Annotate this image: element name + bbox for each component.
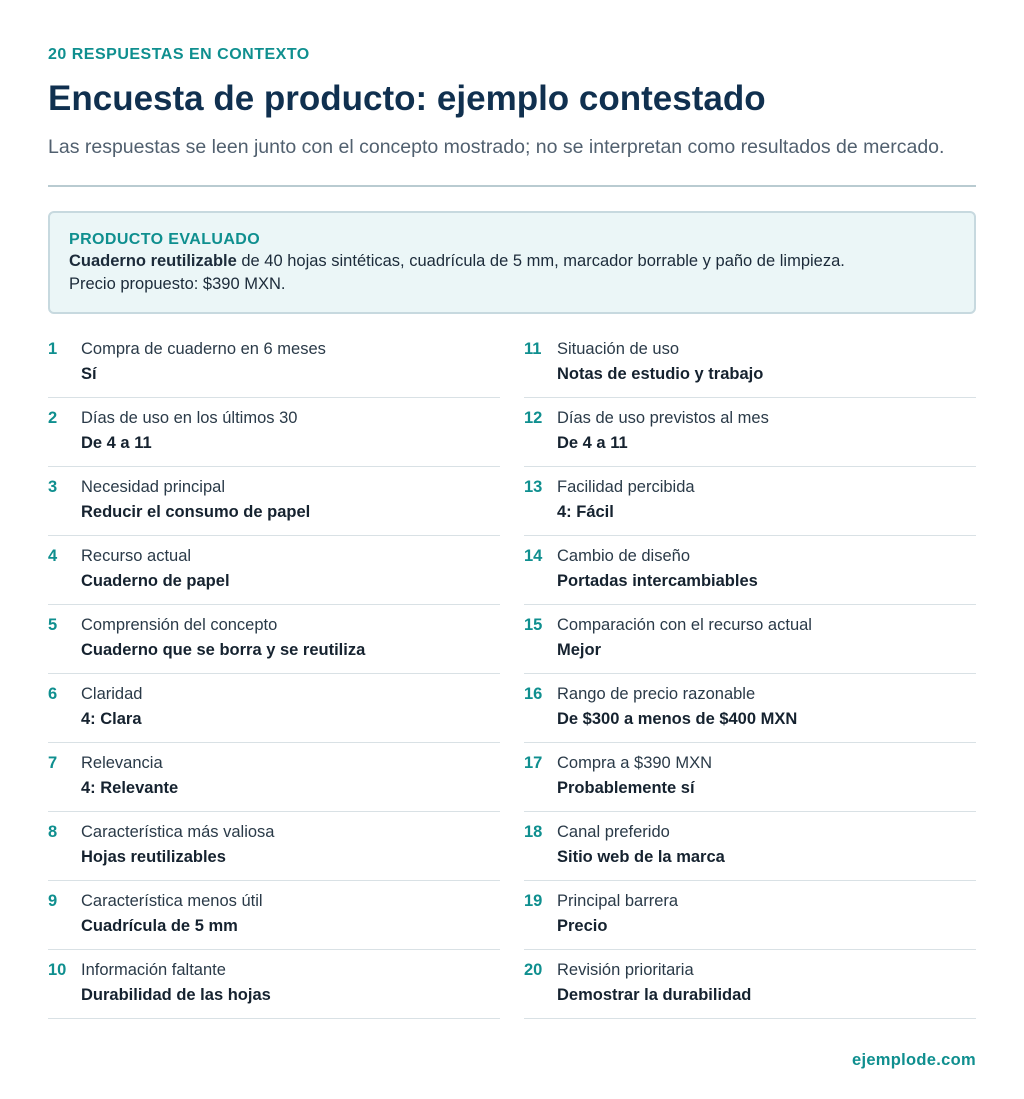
response-answer: Mejor	[557, 641, 602, 659]
response-question: Comparación con el recurso actual	[557, 616, 812, 634]
page-subtitle: Las respuestas se leen junto con el concepto mostrado; no se interpretan como resultados de mercado.	[48, 136, 945, 158]
response-answer: Cuadrícula de 5 mm	[81, 917, 238, 935]
response-row	[524, 329, 976, 398]
response-question: Información faltante	[81, 961, 226, 979]
page-title: Encuesta de producto: ejemplo contestado	[48, 79, 766, 118]
response-row	[524, 467, 976, 536]
response-answer: 4: Relevante	[81, 779, 179, 797]
response-number: 11	[524, 340, 542, 358]
response-row	[48, 398, 500, 467]
response-answer: Sitio web de la marca	[557, 848, 725, 866]
response-number: 20	[524, 961, 543, 979]
response-question: Relevancia	[81, 754, 163, 772]
response-number: 19	[524, 892, 543, 910]
response-answer: Sí	[81, 365, 97, 383]
product-description	[69, 250, 955, 273]
response-answer: Hojas reutilizables	[81, 848, 226, 866]
response-row	[524, 674, 976, 743]
response-number: 1	[48, 340, 58, 358]
response-row	[524, 605, 976, 674]
product-box	[48, 211, 976, 314]
product-price: Precio propuesto: $390 MXN.	[69, 275, 286, 293]
responses-left-column	[48, 329, 500, 1019]
response-answer: 4: Clara	[81, 710, 142, 728]
response-question: Situación de uso	[557, 340, 680, 358]
response-answer: Cuaderno que se borra y se reutiliza	[81, 641, 366, 659]
response-question: Días de uso en los últimos 30	[81, 409, 298, 427]
product-details: de 40 hojas sintéticas, cuadrícula de 5 mm, marcador borrable y paño de limpieza.	[236, 252, 845, 270]
response-row	[48, 881, 500, 950]
response-number: 6	[48, 685, 58, 703]
header-divider	[48, 185, 976, 187]
response-row	[48, 467, 500, 536]
response-question: Rango de precio razonable	[557, 685, 756, 703]
footer-site: ejemplode.com	[851, 1051, 976, 1069]
response-question: Cambio de diseño	[557, 547, 690, 565]
response-row	[524, 950, 976, 1019]
response-row	[48, 743, 500, 812]
response-answer: Cuaderno de papel	[81, 572, 230, 590]
response-row	[524, 881, 976, 950]
response-question: Claridad	[81, 685, 143, 703]
response-number: 13	[524, 478, 543, 496]
response-answer: Demostrar la durabilidad	[557, 986, 752, 1004]
response-row	[524, 398, 976, 467]
response-question: Necesidad principal	[81, 478, 225, 496]
response-question: Días de uso previstos al mes	[557, 409, 769, 427]
response-row	[48, 536, 500, 605]
response-row	[48, 329, 500, 398]
product-name: Cuaderno reutilizable	[69, 252, 237, 270]
response-answer: Probablemente sí	[557, 779, 695, 797]
response-row	[524, 812, 976, 881]
response-answer: Notas de estudio y trabajo	[557, 365, 764, 383]
response-row	[48, 674, 500, 743]
response-question: Compra de cuaderno en 6 meses	[81, 340, 326, 358]
response-number: 15	[524, 616, 543, 634]
response-question: Comprensión del concepto	[81, 616, 278, 634]
response-number: 12	[524, 409, 543, 427]
response-number: 18	[524, 823, 543, 841]
response-question: Revisión prioritaria	[557, 961, 694, 979]
response-number: 10	[48, 961, 67, 979]
response-question: Característica menos útil	[81, 892, 263, 910]
response-question: Recurso actual	[81, 547, 192, 565]
response-answer: De 4 a 11	[557, 434, 628, 452]
response-question: Facilidad percibida	[557, 478, 695, 496]
responses-right-column	[524, 329, 976, 1019]
response-number: 9	[48, 892, 58, 910]
response-row	[524, 743, 976, 812]
product-heading: PRODUCTO EVALUADO	[69, 231, 261, 248]
response-number: 2	[48, 409, 58, 427]
response-row	[48, 812, 500, 881]
response-answer: Durabilidad de las hojas	[81, 986, 271, 1004]
response-question: Principal barrera	[557, 892, 679, 910]
response-row	[48, 605, 500, 674]
response-question: Canal preferido	[557, 823, 670, 841]
response-number: 4	[48, 547, 58, 565]
response-number: 7	[48, 754, 58, 772]
response-row	[48, 950, 500, 1019]
response-question: Característica más valiosa	[81, 823, 275, 841]
response-number: 17	[524, 754, 543, 772]
response-answer: Portadas intercambiables	[557, 572, 758, 590]
response-answer: De $300 a menos de $400 MXN	[557, 710, 798, 728]
response-number: 14	[524, 547, 543, 565]
response-number: 16	[524, 685, 543, 703]
response-question: Compra a $390 MXN	[557, 754, 712, 772]
response-number: 5	[48, 616, 58, 634]
eyebrow: 20 RESPUESTAS EN CONTEXTO	[48, 46, 310, 63]
response-number: 3	[48, 478, 58, 496]
response-answer: Precio	[557, 917, 608, 935]
response-answer: De 4 a 11	[81, 434, 152, 452]
response-number: 8	[48, 823, 58, 841]
response-row	[524, 536, 976, 605]
response-answer: Reducir el consumo de papel	[81, 503, 311, 521]
response-answer: 4: Fácil	[557, 503, 614, 521]
